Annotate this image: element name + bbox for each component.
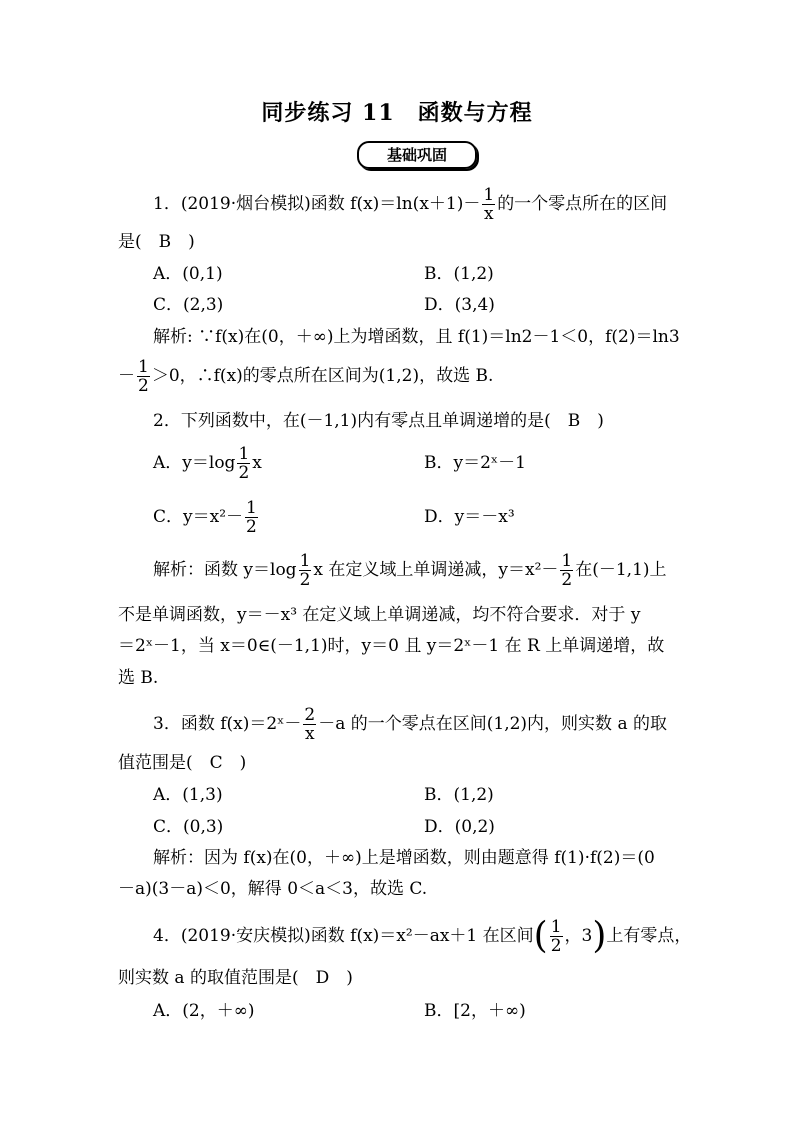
q2-analysis-line4: 选 B. bbox=[118, 668, 159, 688]
q2-option-b: B．y＝2ˣ－1 bbox=[424, 453, 526, 473]
q2-optC-fraction: $\frac{1}{2}$ bbox=[246, 498, 257, 537]
q1-option-c: C．(2,3) bbox=[153, 295, 224, 315]
q1-analysis-line2: － $\frac{1}{2}$ ＞0，∴f(x)的零点所在区间为(1,2)，故选 B. bbox=[118, 357, 494, 396]
q1-fraction: $\frac{1}{x}$ bbox=[483, 185, 495, 224]
section-badge: 基础巩固 bbox=[357, 141, 477, 169]
q2-analysis-fraction2: $\frac{1}{2}$ bbox=[561, 551, 573, 590]
q2-analysis-line3: ＝2ˣ－1，当 x＝0∈(－1,1)时，y＝0 且 y＝2ˣ－1 在 R 上单调递增，故 bbox=[118, 636, 665, 656]
q2-analysis-line1: 解析：函数 y＝log $\frac{1}{2}$ x 在定义域上单调递减，y＝x²－ $\frac{1}{2}$ 在(－1,1)上 bbox=[153, 551, 667, 590]
q3-analysis-line2: －a)(3－a)＜0，解得 0＜a＜3，故选 C. bbox=[118, 879, 428, 899]
q4-option-b: B．[2，＋∞) bbox=[424, 1001, 526, 1021]
q4-option-a: A．(2，＋∞) bbox=[153, 1001, 255, 1021]
q3-fraction: $\frac{2}{x}$ bbox=[304, 705, 316, 744]
q2-analysis-line2: 不是单调函数，y＝－x³ 在定义域上单调递减，均不符合要求．对于 y bbox=[118, 605, 641, 625]
q3-option-d: D．(0,2) bbox=[424, 817, 495, 837]
q1-analysis-fraction: $\frac{1}{2}$ bbox=[138, 357, 149, 396]
q1-option-a: A．(0,1) bbox=[153, 264, 223, 284]
q4-stem-line2: 则实数 a 的取值范围是( D ) bbox=[118, 968, 353, 988]
q3-analysis-line1: 解析：因为 f(x)在(0，＋∞)上是增函数，则由题意得 f(1)·f(2)＝(0 bbox=[153, 848, 655, 868]
q3-stem-line1: 3．函数 f(x)＝2ˣ－ $\frac{2}{x}$ －a 的一个零点在区间(1,2)内，则实数 a 的取 bbox=[153, 705, 668, 744]
q1-option-b: B．(1,2) bbox=[424, 264, 494, 284]
q1-option-d: D．(3,4) bbox=[424, 295, 495, 315]
page-title: 同步练习 11 函数与方程 bbox=[261, 100, 533, 126]
q1-stem-line1: 1．(2019·烟台模拟)函数 f(x)＝ln(x＋1)－ $\frac{1}{x}$ 的一个零点所在的区间 bbox=[153, 185, 668, 224]
q3-stem-line2: 值范围是( C ) bbox=[118, 753, 247, 773]
q2-option-c: C．y＝x²－ $\frac{1}{2}$ bbox=[153, 498, 257, 537]
q2-analysis-fraction1: $\frac{1}{2}$ bbox=[299, 551, 311, 590]
q4-stem-line1: 4．(2019·安庆模拟)函数 f(x)＝x²－ax＋1 在区间( $\frac{1}{2}$ ，3)上有零点， bbox=[153, 915, 692, 957]
q2-optA-fraction: $\frac{1}{2}$ bbox=[238, 444, 250, 483]
q4-interval-fraction: $\frac{1}{2}$ bbox=[550, 917, 562, 956]
q3-option-c: C．(0,3) bbox=[153, 817, 224, 837]
q3-option-a: A．(1,3) bbox=[153, 785, 223, 805]
q1-stem-line2: 是( B ) bbox=[118, 232, 195, 252]
q3-option-b: B．(1,2) bbox=[424, 785, 494, 805]
q2-stem: 2．下列函数中，在(－1,1)内有零点且单调递增的是( B ) bbox=[153, 411, 604, 431]
q2-option-a: A．y＝log $\frac{1}{2}$ x bbox=[153, 444, 262, 483]
q1-analysis-line1: 解析: ∵f(x)在(0，＋∞)上为增函数，且 f(1)＝ln2－1＜0，f(2)＝ln3 bbox=[153, 327, 680, 347]
q2-option-d: D．y＝－x³ bbox=[424, 507, 515, 527]
